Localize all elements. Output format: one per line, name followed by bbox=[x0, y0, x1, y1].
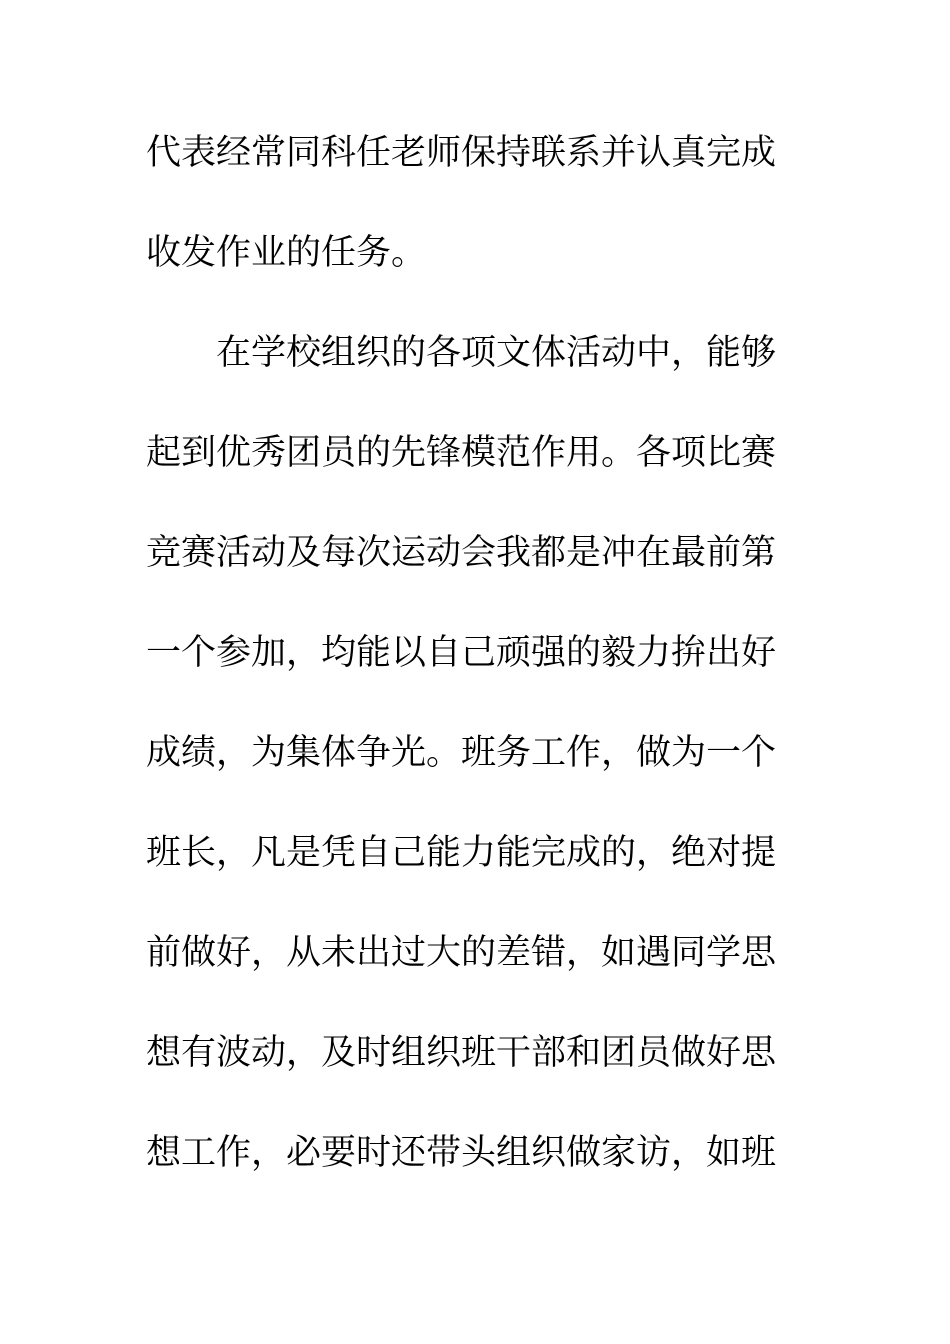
text-line: 代表经常同科任老师保持联系并认真完成 bbox=[146, 133, 777, 173]
text-line: 成绩，为集体争光。班务工作，做为一个 bbox=[146, 733, 777, 773]
text-line: 想工作，必要时还带头组织做家访，如班 bbox=[146, 1133, 777, 1173]
text-line: 前做好，从未出过大的差错，如遇同学思 bbox=[146, 933, 777, 973]
paragraph-first-line: 在学校组织的各项文体活动中，能够 bbox=[216, 333, 777, 373]
text-line: 收发作业的任务。 bbox=[146, 233, 427, 273]
text-line: 一个参加，均能以自己顽强的毅力拚出好 bbox=[146, 633, 777, 673]
text-line: 起到优秀团员的先锋模范作用。各项比赛 bbox=[146, 433, 777, 473]
text-line: 班长，凡是凭自己能力能完成的，绝对提 bbox=[146, 833, 777, 873]
text-line: 竞赛活动及每次运动会我都是冲在最前第 bbox=[146, 533, 777, 573]
text-line: 想有波动，及时组织班干部和团员做好思 bbox=[146, 1033, 777, 1073]
